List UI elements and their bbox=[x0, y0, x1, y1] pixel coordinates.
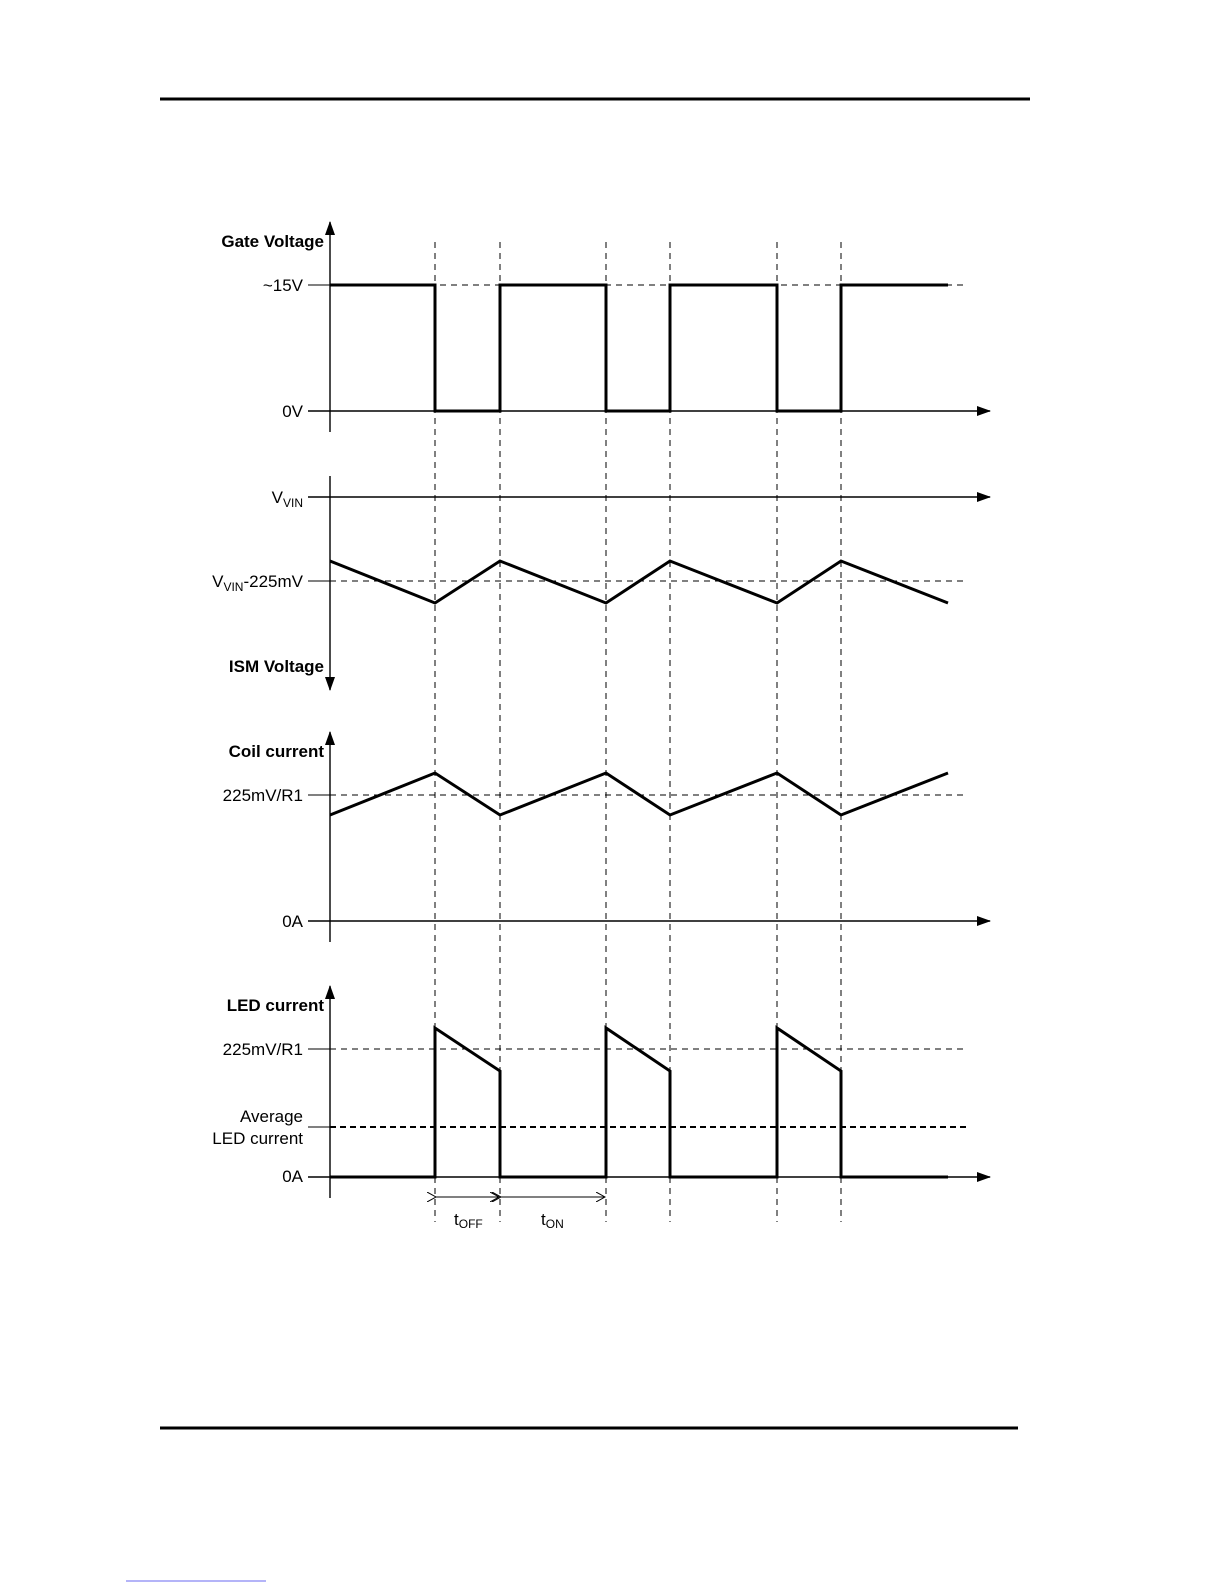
coil-zero-label: 0A bbox=[282, 912, 303, 931]
coil-current-title: Coil current bbox=[228, 742, 324, 761]
led-current-panel bbox=[212, 986, 990, 1198]
ton-label: tON bbox=[541, 1210, 564, 1231]
gate-voltage-waveform bbox=[330, 285, 948, 411]
gate-voltage-title: Gate Voltage bbox=[221, 232, 324, 251]
coil-current-waveform bbox=[330, 773, 948, 815]
ism-voltage-title: ISM Voltage bbox=[228, 657, 324, 676]
led-current-waveform bbox=[330, 1028, 948, 1177]
led-current-title: LED current bbox=[226, 996, 324, 1015]
gate-low-label: 0V bbox=[282, 402, 303, 421]
ism-voltage-waveform bbox=[330, 561, 948, 603]
switching-guides bbox=[435, 242, 841, 1222]
led-level-label: 225mV/R1 bbox=[222, 1040, 303, 1059]
led-average-label-line2: LED current bbox=[212, 1129, 303, 1148]
coil-level-label: 225mV/R1 bbox=[222, 786, 303, 805]
toff-label: tOFF bbox=[454, 1210, 483, 1231]
ism-voltage-panel bbox=[212, 476, 990, 690]
ism-vin-label: $V_{VIN}$ bbox=[271, 488, 303, 510]
gate-high-label: ~15V bbox=[262, 276, 303, 295]
led-zero-label: 0A bbox=[282, 1167, 303, 1186]
timing-annotations bbox=[436, 1197, 605, 1231]
led-average-label-line1: Average bbox=[239, 1107, 303, 1126]
ism-threshold-label: $V_{VIN}-225mV$ bbox=[212, 572, 303, 594]
